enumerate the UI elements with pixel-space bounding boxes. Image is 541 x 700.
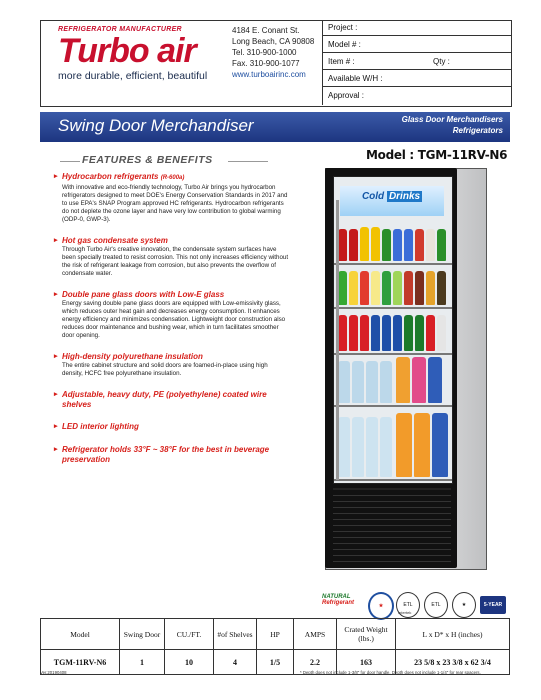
door-handle (336, 200, 339, 480)
column-header: AMPS (294, 619, 337, 650)
bottles-row (334, 407, 452, 479)
intertek-label: Intertek (398, 610, 412, 615)
natural-refrigerant-badge: NATURAL Refrigerant (322, 594, 355, 606)
website-link[interactable]: www.turboairinc.com (232, 70, 306, 79)
feature-item: ▸ Refrigerator holds 33°F ~ 38°F for the best in beverage preservation (54, 445, 289, 464)
bottles-row (334, 221, 452, 263)
snap-badge-icon: ★ (368, 592, 394, 620)
project-form (322, 20, 511, 105)
fridge-grille (333, 488, 451, 562)
etl-sanitation-badge-icon: ETL (424, 592, 448, 618)
feature-item: ▸ Hydrocarbon refrigerants (R-600a) With innovative and eco-friendly technology, Turbo Air brings you hydrocarbon refrigerators designed to meet DOE's Energy Conservation Standards in 2017 and to use EPA's SNAP Program approved HC refrigerants. Hydrocarbon refrigerants do not deplete the ozone layer and have very low contribution to global warming (ODP-0, GWP-3). (54, 172, 289, 224)
available-field[interactable]: Available W/H : (323, 71, 511, 87)
feature-item: ▸ High-density polyurethane insulation The entire cabinet structure and solid doors are foamed-in-place using high density, HCFC free polyurethane insulation. (54, 352, 289, 378)
logo-top-text: REFRIGERATOR MANUFACTURER (58, 26, 182, 33)
project-field[interactable]: Project : (323, 20, 511, 36)
page-title: Swing Door Merchandiser (58, 116, 254, 135)
column-header: L x D* x H (inches) (396, 619, 510, 650)
feature-item: ▸ Double pane glass doors with Low-E glass Energy saving double pane glass doors are equipped with Low-emissivity glass, which reduces outer heat gain and decreases energy consumption. It enhances energy efficiency and minimizes condensation. Lightweight door construction also reduces door maintenance and bushing wear, which in turn facilitates smoother door opening. (54, 290, 289, 340)
model-field[interactable]: Model # : (323, 37, 511, 53)
brand-tagline: more durable, efficient, beautiful (58, 70, 208, 82)
bottles-row (334, 265, 452, 307)
warranty-badge: 5-YEAR (480, 596, 506, 614)
energy-badge-icon: ★ (452, 592, 476, 618)
model-number: Model : TGM-11RV-N6 (366, 148, 508, 162)
bottles-row (334, 309, 452, 353)
divider (228, 161, 268, 162)
bottles-row (334, 355, 452, 405)
depth-footnote: * Depth does not include 1-3/8" for door handle. Depth does not include 1-1/4" for rear spacers. (300, 670, 481, 675)
feature-item: ▸ Hot gas condensate system Through Turbo Air's creative innovation, the condensate system surfaces have been specially treated to resist corrosion. This not only increases efficiency without the risk of refrigerant leakage from corrosion, but also prevents the overflow of condensate water. (54, 236, 289, 278)
fridge-glass (333, 176, 453, 484)
column-header: CU./FT. (165, 619, 214, 650)
column-header: Swing Door (120, 619, 165, 650)
column-header: #of Shelves (214, 619, 257, 650)
item-field[interactable]: Item # : Qty : (323, 54, 511, 70)
column-header: Model (41, 619, 120, 650)
feature-item: ▸ Adjustable, heavy duty, PE (polyethylene) coated wire shelves (54, 390, 289, 409)
column-header: HP (257, 619, 294, 650)
version-note: Ver.20190408 (40, 670, 67, 675)
qty-label: Qty : (433, 57, 450, 66)
column-header: Crated Weight (lbs.) (337, 619, 396, 650)
table-row: TGM-11RV-N6 1 10 4 1/5 2.2 163 23 5/8 x 23 3/8 x 62 3/4 (41, 650, 510, 675)
company-address: 4184 E. Conant St. Long Beach, CA 90808 Tel. 310-900-1000 Fax. 310-900-1077 www.turboairinc.com (232, 26, 315, 79)
brand-logo: Turbo air (58, 32, 196, 70)
etl-badge-icon: ETL (396, 592, 420, 618)
approval-field[interactable]: Approval : (328, 91, 365, 100)
feature-item: ▸ LED interior lighting (54, 422, 289, 432)
features-heading: FEATURES & BENEFITS (82, 154, 213, 166)
spec-table (40, 618, 510, 675)
category-label: Glass Door Merchandisers Refrigerators (401, 115, 503, 135)
divider (60, 161, 80, 162)
fridge-sign-text: Cold Drinks (361, 191, 421, 202)
